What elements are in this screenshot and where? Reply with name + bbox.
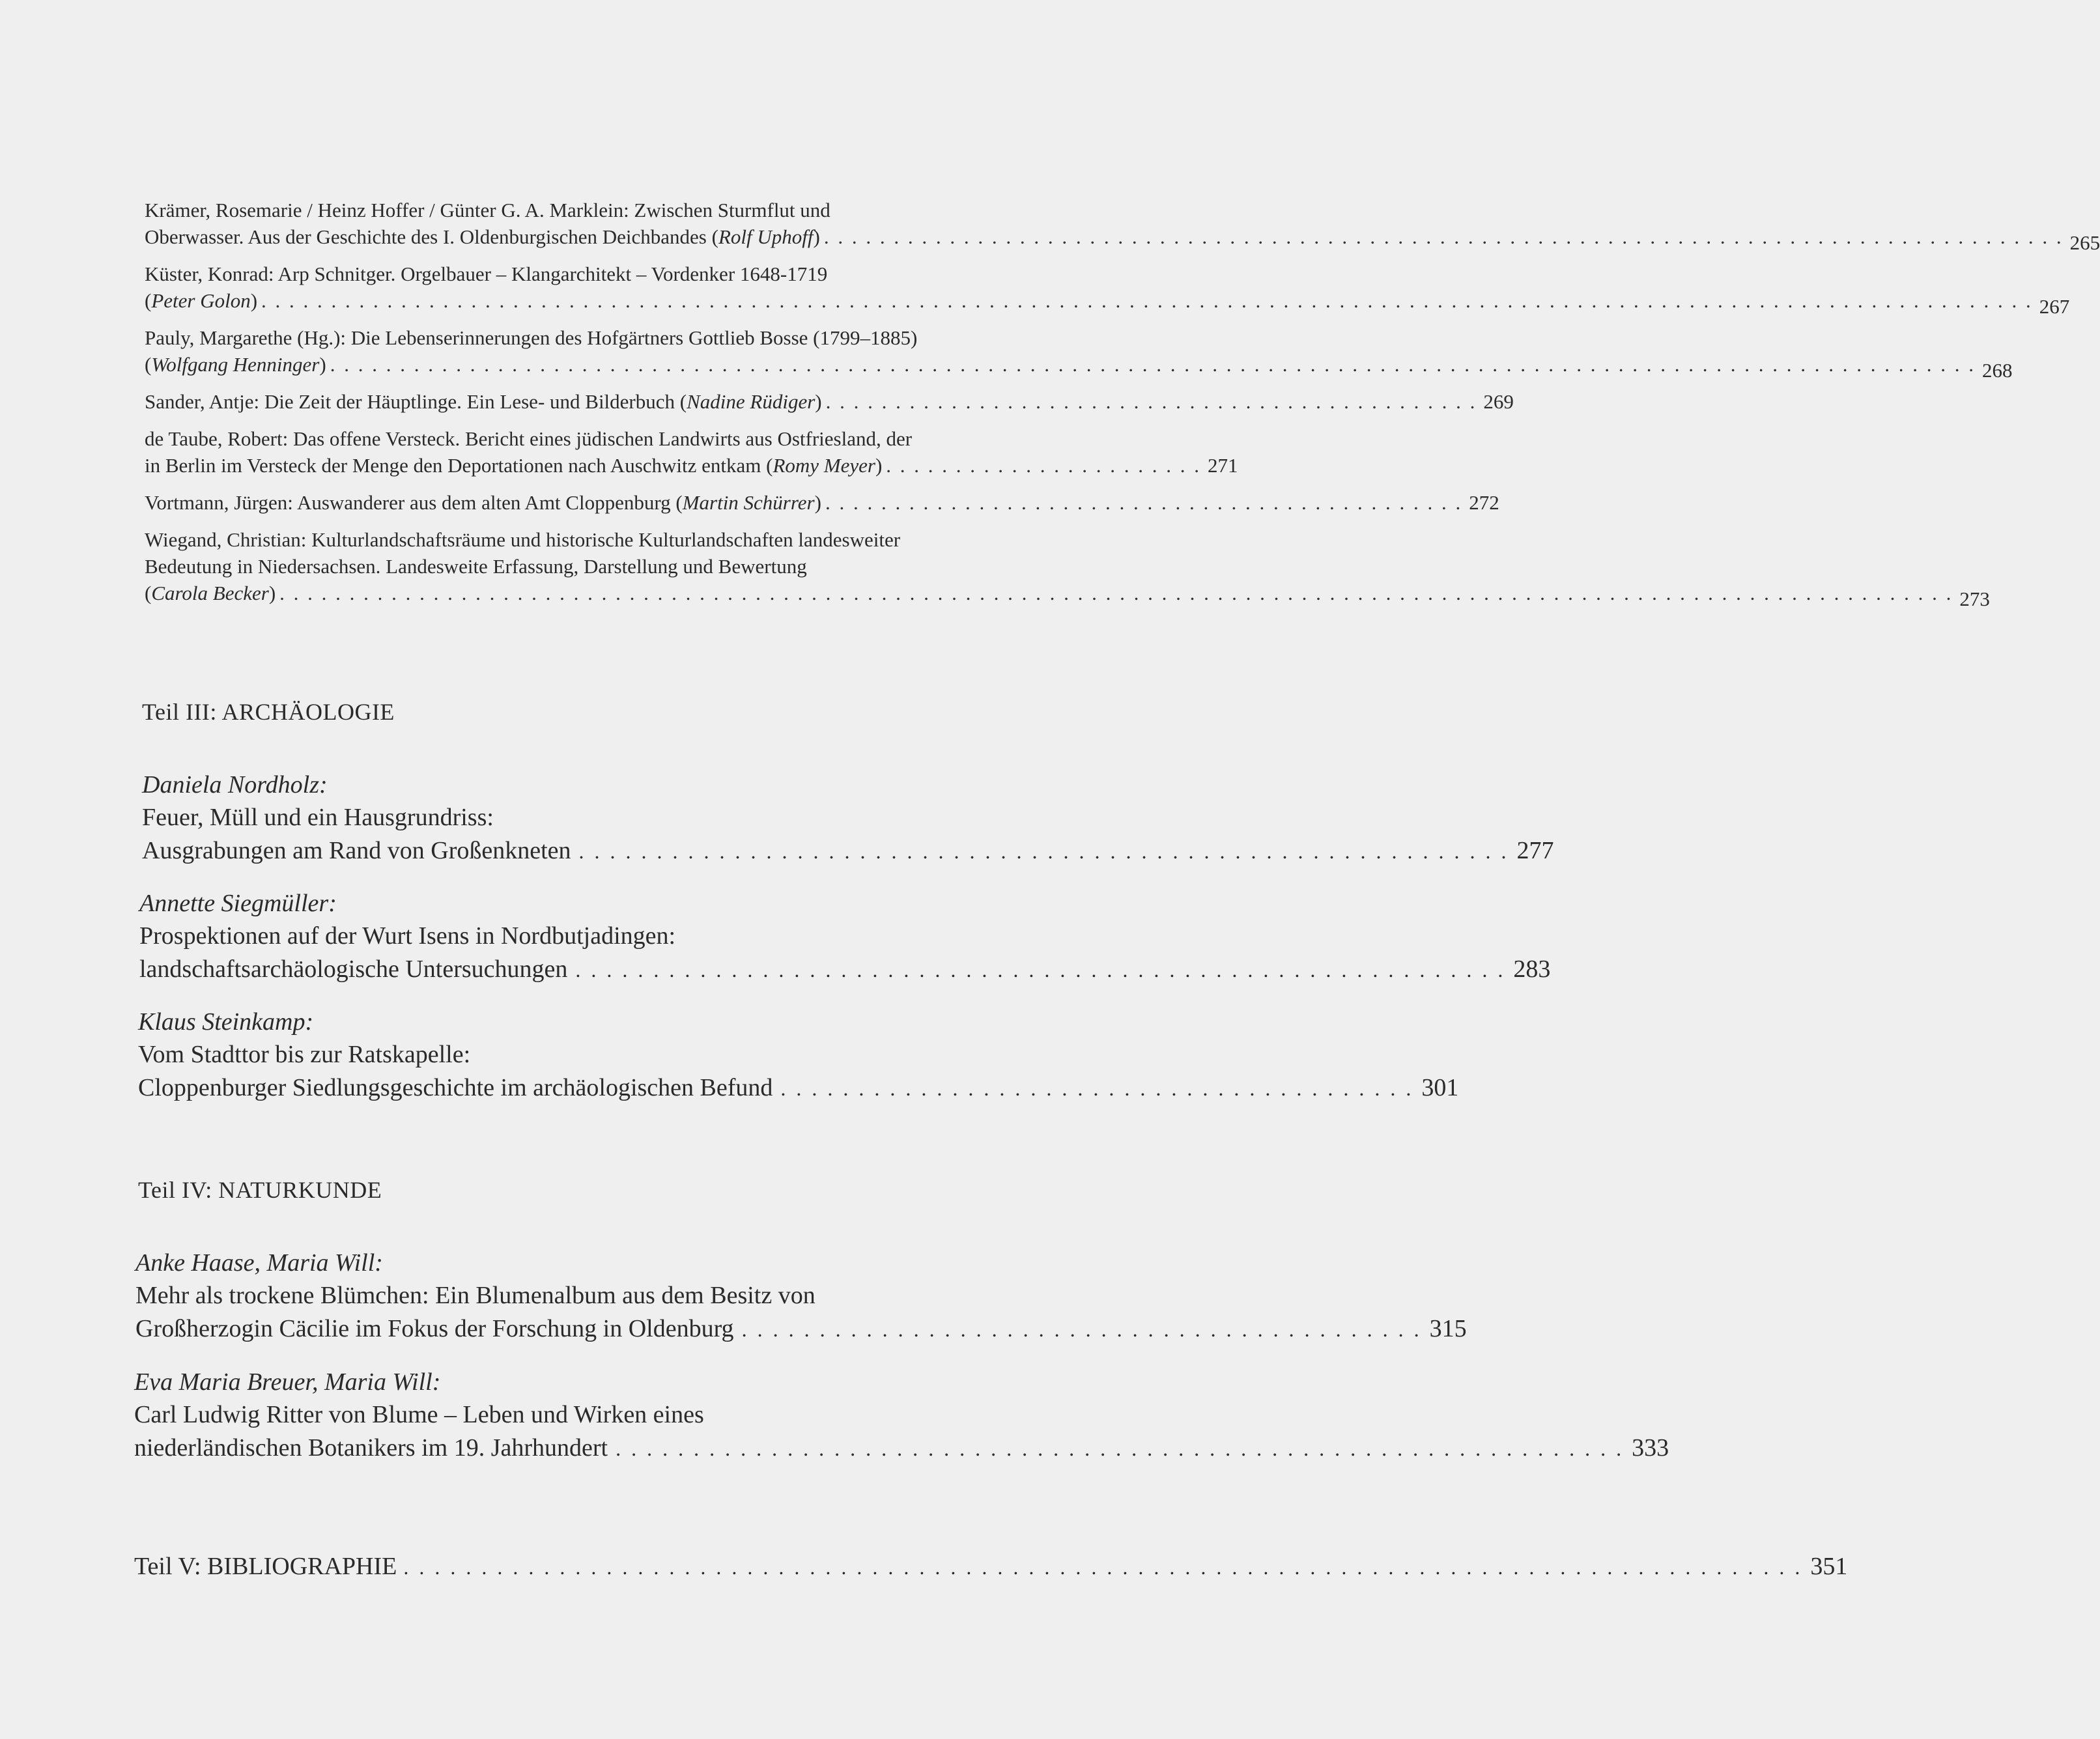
review-entry <box>145 197 2100 254</box>
leader-dots: . . . . . . . . . . . . . . . . . . . . . . . <box>886 454 1202 477</box>
article-entry <box>139 887 1551 987</box>
article-last-line <box>134 1431 1669 1465</box>
article-author: Annette Siegmüller: <box>139 890 337 917</box>
review-last-line: in Berlin im Versteck der Menge den Deportationen nach Auschwitz entkam (Romy Meyer) . . . . . . . . . . . . . . . . . . . . . . . 271 <box>145 452 1072 479</box>
review-list <box>145 197 2100 617</box>
article-entry <box>142 769 1554 868</box>
article-title-line: niederländischen Botanikers im 19. Jahrhundert <box>134 1434 608 1462</box>
page-number: 273 <box>1959 587 1990 610</box>
section-heading-naturkunde: Teil IV: NATURKUNDE <box>138 1177 382 1203</box>
bibliographie-entry <box>134 1552 1848 1581</box>
article-last-line <box>139 952 1551 987</box>
review-last-line: (Peter Golon) . . . . . . . . . . . . . . . . . . . . . . . . . . . . . . . . . . . . . . . . . . . . . . . . . . . . . . . . . . . . . . . . . . . . . . . . . . . . . . . . . . . . . . . . . . . . . . . . . . . . . . . . . . . . . . . . . . . . . . . . . . . . . . . 267 <box>145 287 1072 314</box>
page-number: 269 <box>1483 390 1514 413</box>
review-line: de Taube, Robert: Das offene Versteck. Bericht eines jüdischen Landwirts aus Ostfriesland, der <box>145 427 913 450</box>
review-entry <box>145 526 1990 610</box>
review-entry <box>145 388 1514 415</box>
article-author: Klaus Steinkamp: <box>138 1008 314 1036</box>
article-title-line: Mehr als trockene Blümchen: Ein Blumenalbum aus dem Besitz von <box>135 1282 816 1309</box>
review-entry <box>145 425 1238 479</box>
article-title-line: Carl Ludwig Ritter von Blume – Leben und Wirken eines <box>134 1401 704 1428</box>
review-line: Wiegand, Christian: Kulturlandschaftsräume und historische Kulturlandschaften landesweiter <box>145 528 901 551</box>
section-heading-archaeologie: Teil III: ARCHÄOLOGIE <box>142 699 395 725</box>
leader-dots: . . . . . . . . . . . . . . . . . . . . . . . . . . . . . . . . . . . . . . . . . . . . . . . . . . . . . . . . . . . . . . . . . . . . . . . . . . . . . . . . . . . . . . . . . . <box>403 1555 1803 1579</box>
review-text: ( <box>145 353 152 376</box>
article-title-line: Prospektionen auf der Wurt Isens in Nordbutjadingen: <box>139 922 676 950</box>
article-title-line: Großherzogin Cäcilie im Fokus der Forschung in Oldenburg <box>135 1315 734 1342</box>
article-title-line: landschaftsarchäologische Untersuchungen <box>139 955 568 983</box>
page-number: 265 <box>2069 231 2100 254</box>
review-last-line: Oberwasser. Aus der Geschichte des I. Oldenburgischen Deichbandes (Rolf Uphoff) . . . . . . . . . . . . . . . . . . . . . . . . . . . . . . . . . . . . . . . . . . . . . . . . . . . . . . . . . . . . . . . . . . . . . . . . . . . . . . . . . . . . . . . . . 265 <box>145 223 1072 250</box>
page-number: 283 <box>1513 955 1551 983</box>
article-author: Anke Haase, Maria Will: <box>135 1249 383 1277</box>
leader-dots: . . . . . . . . . . . . . . . . . . . . . . . . . . . . . . . . . . . . . . . . . . . . <box>741 1318 1422 1341</box>
leader-dots: . . . . . . . . . . . . . . . . . . . . . . . . . . . . . . . . . . . . . . . . . . . . . . . . . . . . . . . . . . . . . . . . . <box>616 1437 1625 1460</box>
reviewer-name: Martin Schürrer <box>682 491 815 514</box>
leader-dots: . . . . . . . . . . . . . . . . . . . . . . . . . . . . . . . . . . . . . . . . . . . . . . <box>825 491 1463 514</box>
article-entry <box>134 1366 1669 1465</box>
article-author: Daniela Nordholz: <box>142 771 328 799</box>
leader-dots: . . . . . . . . . . . . . . . . . . . . . . . . . . . . . . . . . . . . . . . . . . . . . . . . . . . . . . . . . . . . . . . . . . . . . . . . . . . . . . . . . . . . . . . . . . . . . . . . . . . . . . . . . . . . . . . . . . . . . . <box>330 353 1976 376</box>
leader-dots: . . . . . . . . . . . . . . . . . . . . . . . . . . . . . . . . . . . . . . . . . . . . . . . . . . . . . . . . . . . . <box>575 958 1506 982</box>
leader-dots: . . . . . . . . . . . . . . . . . . . . . . . . . . . . . . . . . . . . . . . . . . . . . . . <box>825 390 1477 413</box>
review-last-line: Vortmann, Jürgen: Auswanderer aus dem alten Amt Cloppenburg (Martin Schürrer) . . . . . . . . . . . . . . . . . . . . . . . . . . . . . . . . . . . . . . . . . . . . . . 272 <box>145 489 1072 516</box>
article-last-line <box>138 1071 1459 1105</box>
section-heading-bibliographie: Teil V: BIBLIOGRAPHIE <box>134 1553 397 1580</box>
review-line: Küster, Konrad: Arp Schnitger. Orgelbauer – Klangarchitekt – Vordenker 1648-1719 <box>145 262 828 285</box>
leader-dots: . . . . . . . . . . . . . . . . . . . . . . . . . . . . . . . . . . . . . . . . . . . . . . . . . . . . . . . . . . . . . . . . . . . . . . . . . . . . . . . . . . . . . . . . . . . . . . . . . . . . . . . . . . . . . . . . . . . . . . . . <box>279 582 1953 604</box>
review-line: Pauly, Margarethe (Hg.): Die Lebenserinnerungen des Hofgärtners Gottlieb Bosse (1799–1885) <box>145 326 918 349</box>
page-number: 351 <box>1810 1553 1848 1580</box>
review-text: ( <box>145 289 152 312</box>
page-number: 277 <box>1516 837 1554 864</box>
article-title-line: Vom Stadttor bis zur Ratskapelle: <box>138 1041 471 1068</box>
page-number: 271 <box>1208 454 1238 477</box>
article-title-line: Ausgrabungen am Rand von Großenkneten <box>142 837 571 864</box>
review-last-line: (Wolfgang Henninger) . . . . . . . . . . . . . . . . . . . . . . . . . . . . . . . . . . . . . . . . . . . . . . . . . . . . . . . . . . . . . . . . . . . . . . . . . . . . . . . . . . . . . . . . . . . . . . . . . . . . . . . . . . . . . . . . . . . . . . 268 <box>145 351 1072 378</box>
article-author: Eva Maria Breuer, Maria Will: <box>134 1368 441 1396</box>
article-title-line: Cloppenburger Siedlungsgeschichte im archäologischen Befund <box>138 1074 773 1101</box>
leader-dots: . . . . . . . . . . . . . . . . . . . . . . . . . . . . . . . . . . . . . . . . . . . . . . . . . . . . . . . . . . . . <box>578 840 1509 863</box>
review-text: ( <box>145 582 152 604</box>
review-entry <box>145 489 1499 516</box>
page-number: 333 <box>1632 1434 1669 1462</box>
page-number: 272 <box>1469 491 1499 514</box>
article-entry <box>138 1006 1459 1105</box>
page-number: 301 <box>1421 1074 1459 1101</box>
review-text: in Berlin im Versteck der Menge den Deportationen nach Auschwitz entkam ( <box>145 454 773 477</box>
leader-dots: . . . . . . . . . . . . . . . . . . . . . . . . . . . . . . . . . . . . . . . . . . . . . . . . . . . . . . . . . . . . . . . . . . . . . . . . . . . . . . . . . . . . . . . . . . . . . . . . . . . . . . . . . . . . . . . . . . . . . . . . . . . . . . . <box>261 289 2033 312</box>
leader-dots: . . . . . . . . . . . . . . . . . . . . . . . . . . . . . . . . . . . . . . . . . . . . . . . . . . . . . . . . . . . . . . . . . . . . . . . . . . . . . . . . . . . . . . . . . <box>823 225 2064 248</box>
reviewer-name: Nadine Rüdiger <box>687 390 816 413</box>
review-text: Sander, Antje: Die Zeit der Häuptlinge. Ein Lese- und Bilderbuch ( <box>145 390 687 413</box>
reviewer-name: Carola Becker <box>151 582 269 604</box>
leader-dots: . . . . . . . . . . . . . . . . . . . . . . . . . . . . . . . . . . . . . . . . . <box>780 1077 1414 1100</box>
review-line: Bedeutung in Niedersachsen. Landesweite Erfassung, Darstellung und Bewertung <box>145 555 807 578</box>
page-number: 268 <box>1981 359 2013 382</box>
reviewer-name: Rolf Uphoff <box>718 225 814 248</box>
review-last-line: Sander, Antje: Die Zeit der Häuptlinge. Ein Lese- und Bilderbuch (Nadine Rüdiger) . . . . . . . . . . . . . . . . . . . . . . . . . . . . . . . . . . . . . . . . . . . . . . . 269 <box>145 388 1072 415</box>
review-line: Krämer, Rosemarie / Heinz Hoffer / Günter G. A. Marklein: Zwischen Sturmflut und <box>145 199 830 221</box>
page-number: 315 <box>1429 1315 1467 1342</box>
article-title-line: Feuer, Müll und ein Hausgrundriss: <box>142 804 494 831</box>
reviewer-name: Wolfgang Henninger <box>151 353 320 376</box>
reviewer-name: Peter Golon <box>151 289 251 312</box>
review-entry <box>145 261 2070 318</box>
article-last-line <box>135 1312 1467 1346</box>
review-last-line: (Carola Becker) . . . . . . . . . . . . . . . . . . . . . . . . . . . . . . . . . . . . . . . . . . . . . . . . . . . . . . . . . . . . . . . . . . . . . . . . . . . . . . . . . . . . . . . . . . . . . . . . . . . . . . . . . . . . . . . . . . . . . . . . 273 <box>145 580 1072 606</box>
page-number: 267 <box>2039 295 2070 318</box>
article-entry <box>135 1247 1467 1346</box>
reviewer-name: Romy Meyer <box>773 454 875 477</box>
review-entry <box>145 324 2013 382</box>
review-text: Vortmann, Jürgen: Auswanderer aus dem alten Amt Cloppenburg ( <box>145 491 683 514</box>
review-text: Oberwasser. Aus der Geschichte des I. Oldenburgischen Deichbandes ( <box>145 225 718 248</box>
article-last-line <box>142 834 1554 868</box>
